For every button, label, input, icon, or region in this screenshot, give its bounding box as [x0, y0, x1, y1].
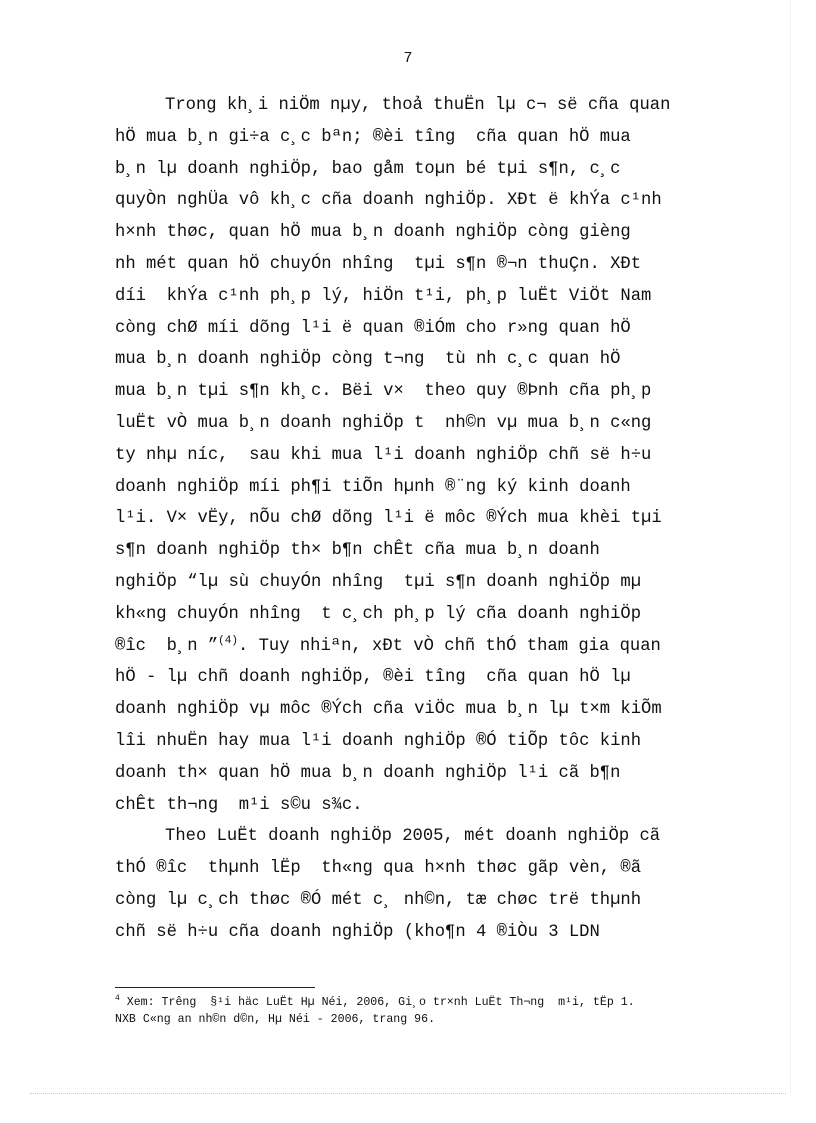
text-line: b¸n lµ doanh nghiÖp, bao gåm toµn bé tµi s¶n, c¸c — [115, 159, 621, 179]
text-line: chñ së h÷u cña doanh nghiÖp (kho¶n 4 ®iÒu 3 LDN — [115, 922, 600, 942]
text-line: Theo LuËt doanh nghiÖp 2005, mét doanh nghiÖp cã — [165, 827, 661, 847]
page-number: 7 — [403, 50, 413, 67]
text-segment: ®îc b¸n ” — [115, 636, 219, 656]
text-line: doanh th× quan hÖ mua b¸n doanh nghiÖp l¹i cã b¶n — [115, 763, 621, 783]
text-line: nh mét quan hÖ chuyÓn nhîng tµi s¶n ®¬n thuÇn. XÐt — [115, 254, 642, 274]
text-line: l¹i. V× vËy, nÕu chØ dõng l¹i ë môc ®Ých mua khèi tµi — [115, 509, 662, 529]
footnote-text: Xem: Trêng §¹i häc LuËt Hµ Néi, 2006, Gi¸o tr×nh LuËt Th¬ng m¹i, tËp 1. — [119, 996, 635, 1009]
text-line: ty nhµ níc, sau khi mua l¹i doanh nghiÖp chñ së h÷u — [115, 445, 652, 465]
text-line: doanh nghiÖp míi ph¶i tiÕn hµnh ®¨ng ký kinh doanh — [115, 477, 631, 497]
footnote-marker: 4 — [115, 994, 120, 1003]
text-line: mua b¸n tµi s¶n kh¸c. Bëi v× theo quy ®Þnh cña ph¸p — [115, 382, 652, 402]
text-line: kh«ng chuyÓn nhîng t c¸ch ph¸p lý cña doanh nghiÖp — [115, 604, 642, 624]
body-text — [115, 90, 735, 949]
text-line: nghiÖp “lµ sù chuyÓn nhîng tµi s¶n doanh nghiÖp mµ — [115, 572, 642, 592]
text-line: hÖ mua b¸n gi÷a c¸c bªn; ®èi tîng cña quan hÖ mua — [115, 127, 631, 147]
text-line: Trong kh¸i niÖm nµy, thoả thuËn lµ c¬ së cña quan — [165, 96, 671, 115]
text-segment: . Tuy nhiªn, xÐt vÒ chñ thÓ tham gia quan — [237, 636, 661, 656]
footnote-reference: (4) — [218, 634, 238, 647]
text-line: h×nh thøc, quan hÖ mua b¸n doanh nghiÖp còng gièng — [115, 223, 631, 243]
text-line-with-footnote-ref — [115, 631, 735, 663]
text-line: s¶n doanh nghiÖp th× b¶n chÊt cña mua b¸n doanh — [115, 541, 600, 561]
text-line: doanh nghiÖp vµ môc ®Ých cña viÖc mua b¸n lµ t×m kiÕm — [115, 700, 662, 720]
footnote-separator — [115, 987, 315, 988]
text-line: còng chØ míi dõng l¹i ë quan ®iÓm cho r»ng quan hÖ — [115, 318, 631, 338]
text-line: quyÒn nghÜa vô kh¸c cña doanh nghiÖp. XÐt ë khÝa c¹nh — [115, 191, 662, 211]
text-line: thÓ ®îc thµnh lËp th«ng qua h×nh thøc gãp vèn, ®ã — [115, 859, 642, 879]
footnote-line — [115, 994, 755, 1011]
text-line: chÊt th¬ng m¹i s©u s¾c. — [115, 795, 363, 815]
text-line: còng lµ c¸ch thøc ®Ó mét c¸ nh©n, tæ chøc trë thµnh — [115, 890, 642, 910]
text-line: díi khÝa c¹nh ph¸p lý, hiÖn t¹i, ph¸p luËt ViÖt Nam — [115, 286, 652, 306]
footnote — [115, 994, 755, 1028]
page-right-border — [790, 0, 791, 1093]
text-line: hÖ - lµ chñ doanh nghiÖp, ®èi tîng cña quan hÖ lµ — [115, 668, 631, 688]
text-line: luËt vÒ mua b¸n doanh nghiÖp t nh©n vµ mua b¸n c«ng — [115, 413, 652, 433]
text-line: lîi nhuËn hay mua l¹i doanh nghiÖp ®Ó tiÕp tôc kinh — [115, 731, 642, 751]
footnote-line: NXB C«ng an nh©n d©n, Hµ Néi - 2006, trang 96. — [115, 1013, 436, 1026]
page-bottom-border — [30, 1093, 786, 1094]
text-line: mua b¸n doanh nghiÖp còng t¬ng tù nh c¸c quan hÖ — [115, 350, 621, 370]
